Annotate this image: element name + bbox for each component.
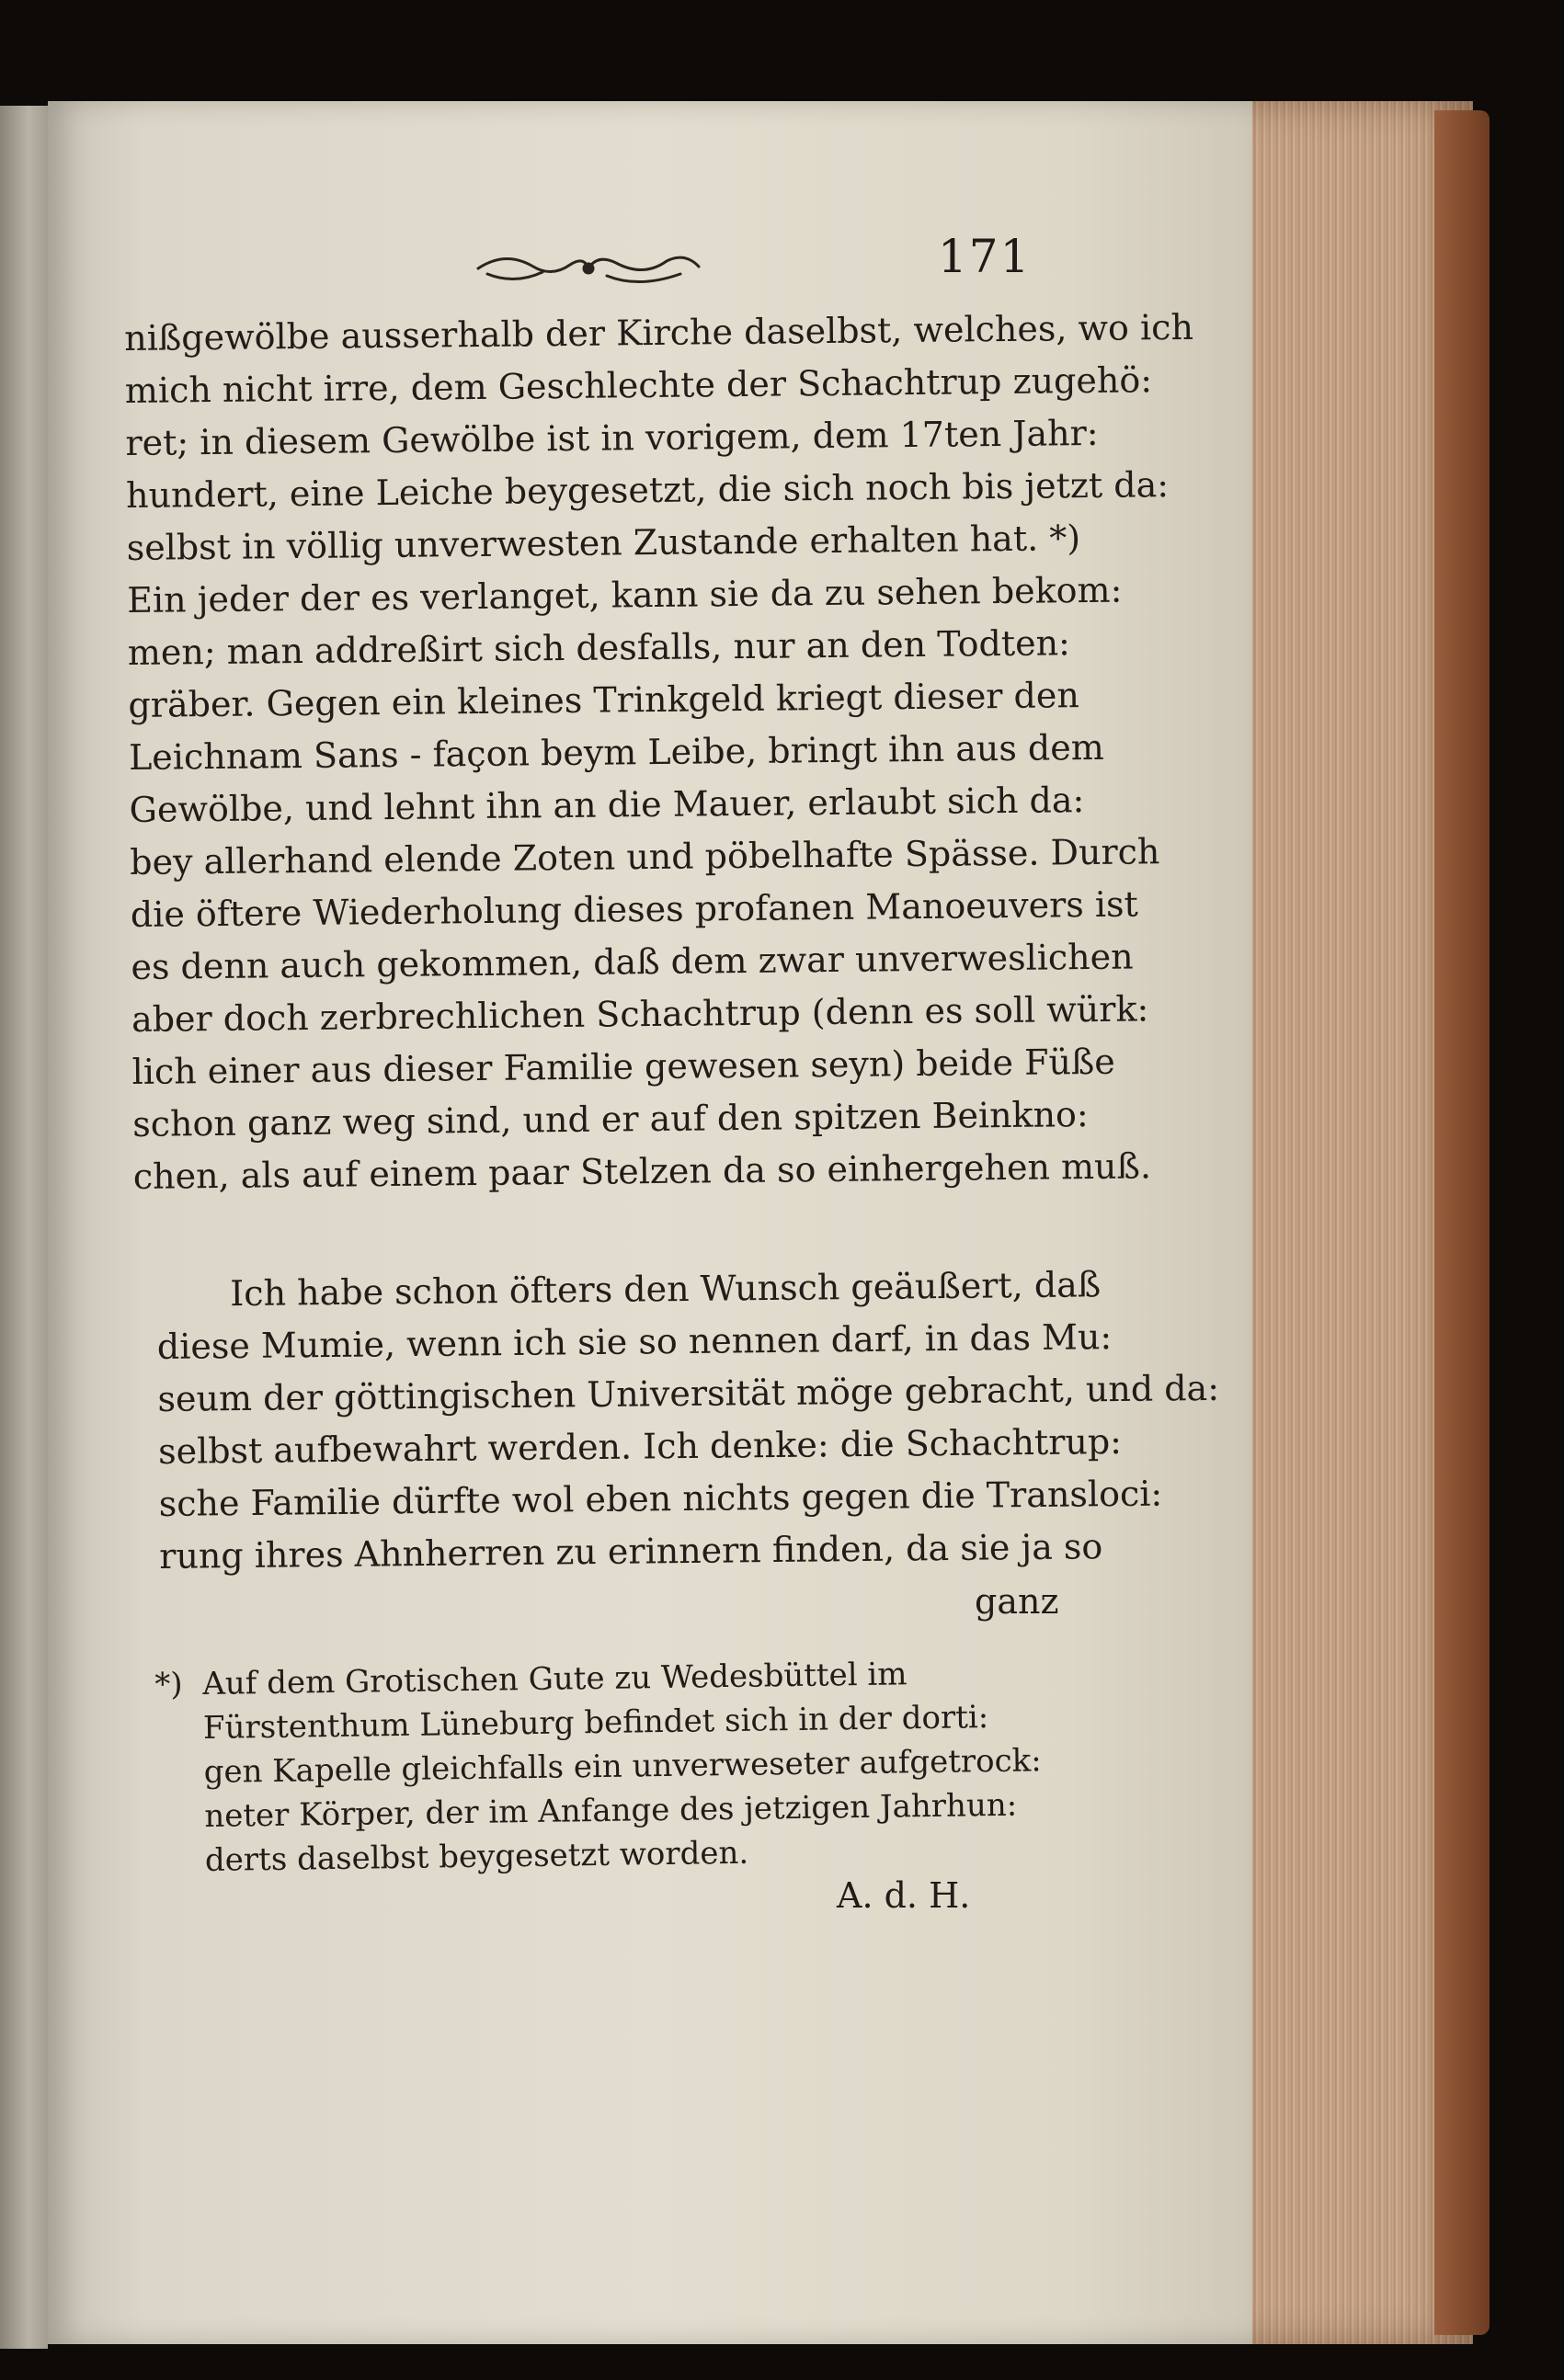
text-line: Leichnam Sans - façon beym Leibe, bringt ihn aus dem	[128, 726, 1104, 778]
text-line: diese Mumie, wenn ich sie so nennen darf, in das Mu:	[156, 1316, 1113, 1367]
text-line: nißgewölbe ausserhalb der Kirche daselbst, welches, wo ich	[124, 306, 1194, 359]
text-line: Ich habe schon öfters den Wunsch geäußert, daß	[230, 1264, 1102, 1315]
text-line: schon ganz weg sind, und er auf den spitzen Beinkno:	[132, 1094, 1089, 1144]
footnote-line: Auf dem Grotischen Gute zu Wedesbüttel im	[202, 1656, 908, 1702]
text-line: men; man addreßirt sich desfalls, nur an den Todten:	[127, 622, 1071, 673]
facing-page-edge	[0, 106, 48, 2349]
page-number: 171	[938, 230, 1032, 283]
text-line: selbst aufbewahrt werden. Ich denke: die Schachtrup:	[157, 1421, 1123, 1472]
text-line: mich nicht irre, dem Geschlechte der Schachtrup zugehö:	[124, 359, 1153, 411]
text-line: die öftere Wiederholung dieses profanen Manoeuvers ist	[130, 883, 1139, 935]
text-line: es denn auch gekommen, daß dem zwar unverweslichen	[131, 936, 1134, 987]
text-line: seum der göttingischen Universität möge gebracht, und da:	[157, 1367, 1220, 1419]
main-paragraph	[124, 302, 1194, 1203]
footnote	[154, 1650, 1069, 1883]
text-line: Gewölbe, und lehnt ihn an die Mauer, erlaubt sich da:	[129, 780, 1085, 830]
text-line: ret; in diesem Gewölbe ist in vorigem, dem 17ten Jahr:	[125, 412, 1099, 463]
text-line: selbst in völlig unverwesten Zustande erhalten hat. *)	[126, 518, 1081, 568]
text-line: aber doch zerbrechlichen Schachtrup (denn es soll würk:	[131, 988, 1149, 1040]
text-line: Ein jeder der es verlanget, kann sie da zu sehen bekom:	[127, 569, 1123, 621]
footnote-marker: *)	[154, 1666, 183, 1703]
text-line: sche Familie dürfte wol eben nichts gegen die Transloci:	[158, 1473, 1163, 1524]
footnote-line: derts daselbst beygesetzt worden.	[204, 1834, 749, 1879]
text-line: gräber. Gegen ein kleines Trinkgeld kriegt dieser den	[128, 675, 1080, 725]
footnote-signature: A. d. H.	[837, 1875, 971, 1916]
footnote-line: Fürstenthum Lüneburg befindet sich in der dorti:	[202, 1699, 989, 1747]
text-line: rung ihres Ahnherren zu erinnern finden, da sie ja so	[159, 1526, 1103, 1577]
book-cover-edge	[1434, 110, 1490, 2335]
text-line: bey allerhand elende Zoten und pöbelhafte Spässe. Durch	[130, 831, 1160, 883]
text-line: chen, als auf einem paar Stelzen da so einhergehen muß.	[132, 1145, 1152, 1197]
second-paragraph	[156, 1259, 1220, 1583]
footnote-line: gen Kapelle gleichfalls ein unverweseter aufgetrock:	[203, 1742, 1042, 1791]
text-line: hundert, eine Leiche beygesetzt, die sich noch bis jetzt da:	[125, 464, 1170, 516]
catchword: ganz	[975, 1581, 1059, 1622]
header-ornament-icon	[469, 241, 708, 296]
text-line: lich einer aus dieser Familie gewesen seyn) beide Füße	[131, 1041, 1116, 1092]
footnote-line: neter Körper, der im Anfange des jetzigen Jahrhun:	[204, 1786, 1018, 1835]
